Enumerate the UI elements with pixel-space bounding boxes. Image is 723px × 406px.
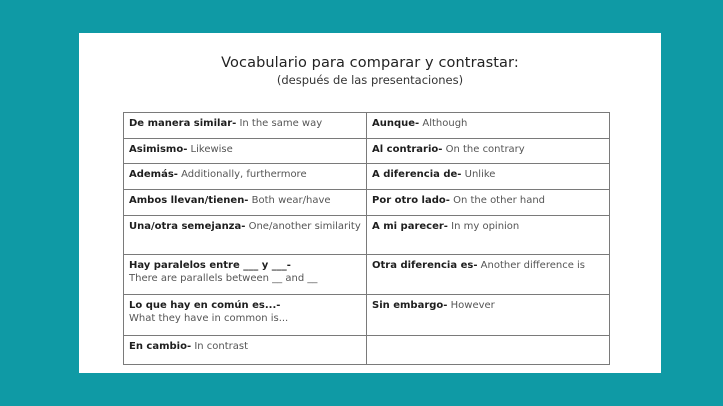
spanish-term: Una/otra semejanza- <box>129 221 246 232</box>
spanish-term: A mi parecer- <box>372 221 448 232</box>
table-row <box>124 336 610 365</box>
page-subtitle: (después de las presentaciones) <box>276 73 464 87</box>
table-cell <box>124 190 367 216</box>
table-cell <box>367 190 610 216</box>
table-cell <box>124 139 367 164</box>
english-translation: Although <box>419 118 468 129</box>
spanish-term: Al contrario- <box>372 144 443 155</box>
table-cell <box>367 139 610 164</box>
table-cell <box>124 164 367 190</box>
spanish-term: Aunque- <box>372 118 420 129</box>
spanish-term: Por otro lado- <box>372 195 450 206</box>
english-translation: In the same way <box>236 118 323 129</box>
table-cell <box>367 113 610 139</box>
page-title: Vocabulario para comparar y contrastar: <box>221 55 519 71</box>
english-translation: Both wear/have <box>248 195 331 206</box>
table-row <box>124 139 610 164</box>
vocabulary-card <box>79 33 661 373</box>
spanish-term: Otra diferencia es- <box>372 260 478 271</box>
spanish-term: Hay paralelos entre ___ y ___- <box>129 260 291 271</box>
english-translation: Likewise <box>187 144 233 155</box>
spanish-term: De manera similar- <box>129 118 237 129</box>
english-translation: However <box>447 300 495 311</box>
english-translation: On the other hand <box>449 195 546 206</box>
table-row <box>124 113 610 139</box>
table-row <box>124 255 610 295</box>
spanish-term: En cambio- <box>129 341 192 352</box>
english-translation: Another difference is <box>477 260 586 271</box>
english-translation: Additionally, furthermore <box>177 169 307 180</box>
english-translation: In contrast <box>191 341 249 352</box>
table-cell <box>367 295 610 336</box>
english-translation: What they have in common is... <box>129 312 289 324</box>
spanish-term: Asimismo- <box>129 144 188 155</box>
table-cell <box>124 295 367 336</box>
table-cell <box>124 336 367 365</box>
table-cell <box>124 216 367 255</box>
table-row <box>124 190 610 216</box>
table-cell <box>124 255 367 295</box>
english-translation: On the contrary <box>442 144 525 155</box>
spanish-term: Sin embargo- <box>372 300 448 311</box>
table-cell <box>367 255 610 295</box>
spanish-term: Además- <box>129 169 178 180</box>
english-translation: One/another similarity <box>245 221 361 232</box>
spanish-term: A diferencia de- <box>372 169 462 180</box>
english-translation: There are parallels between __ and __ <box>129 272 318 284</box>
table-cell <box>367 216 610 255</box>
vocabulary-table <box>123 112 610 365</box>
table-row <box>124 216 610 255</box>
english-translation: Unlike <box>461 169 496 180</box>
english-translation: In my opinion <box>447 221 520 232</box>
table-cell <box>124 113 367 139</box>
empty-table-cell <box>367 336 610 365</box>
table-cell <box>367 164 610 190</box>
table-row <box>124 164 610 190</box>
spanish-term: Ambos llevan/tienen- <box>129 195 249 206</box>
spanish-term: Lo que hay en común es...- <box>129 300 281 311</box>
table-row <box>124 295 610 336</box>
